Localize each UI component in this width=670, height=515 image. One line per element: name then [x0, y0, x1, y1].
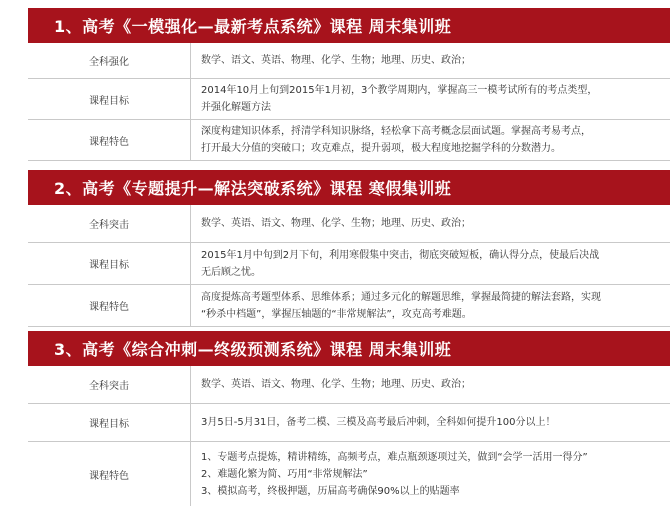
course-section-1 [28, 8, 670, 161]
content-line: 数学、英语、语文、物理、化学、生物；地理、历史、政治； [201, 379, 471, 390]
row-content [191, 285, 670, 326]
content-line: 1、专题考点提炼，精讲精练，高频考点，难点瓶颈逐项过关，做到“会学一活用一得分” [201, 451, 588, 463]
row-content [191, 404, 670, 441]
content-line: 高度提炼高考题型体系、思维体系；通过多元化的解题思维，掌握最简捷的解法套路，实现 [201, 291, 601, 303]
content-line: 2015年1月中旬到2月下旬，利用寒假集中突击，彻底突破短板，确认得分点，使最后决战 [201, 249, 600, 261]
row-content [191, 120, 670, 160]
row-label: 全科强化 [28, 43, 191, 78]
table-row [28, 404, 670, 442]
content-line: 2、难题化繁为简、巧用“非常规解法” [201, 468, 368, 480]
row-label: 全科突击 [28, 366, 191, 403]
row-content [191, 442, 670, 506]
content-line: 3、模拟高考，终极押题，历届高考确保90%以上的贴题率 [201, 485, 460, 497]
section-title: 1、高考《一模强化—最新考点系统》课程 周末集训班 [28, 8, 670, 43]
content-line: 并强化解题方法 [201, 102, 271, 113]
row-content [191, 79, 670, 119]
table-row [28, 366, 670, 404]
row-content [191, 43, 670, 78]
content-line: 2014年10月上旬到2015年1月初，3个教学周期内，掌握高三一模考试所有的考点类型， [201, 85, 598, 96]
content-line: 打开最大分值的突破口；攻克难点，提升弱项，极大程度地挖掘学科的分数潜力。 [201, 143, 561, 154]
content-line: 数学、语文、英语、物理、化学、生物；地理、历史、政治； [201, 55, 471, 66]
section-title: 3、高考《综合冲刺—终级预测系统》课程 周末集训班 [28, 331, 670, 366]
row-label: 全科突击 [28, 205, 191, 242]
row-content [191, 243, 670, 284]
row-label: 课程目标 [28, 243, 191, 284]
table-row [28, 285, 670, 327]
content-line: 3月5日-5月31日，备考二模、三模及高考最后冲刺，全科如何提升100分以上！ [201, 417, 556, 428]
table-row [28, 243, 670, 285]
row-label: 课程特色 [28, 120, 191, 160]
table-row [28, 43, 670, 79]
content-line: 无后顾之忧。 [201, 266, 261, 278]
section-title: 2、高考《专题提升—解法突破系统》课程 寒假集训班 [28, 170, 670, 205]
row-label: 课程目标 [28, 404, 191, 441]
content-line: 数学、英语、语文、物理、化学、生物；地理、历史、政治； [201, 218, 471, 229]
content-line: 深度构建知识体系，捋清学科知识脉络，轻松拿下高考概念层面试题。掌握高考易考点， [201, 126, 591, 137]
table-row [28, 120, 670, 161]
row-label: 课程目标 [28, 79, 191, 119]
row-content [191, 205, 670, 242]
row-label: 课程特色 [28, 442, 191, 506]
course-section-2 [28, 170, 670, 327]
table-row [28, 205, 670, 243]
table-row [28, 79, 670, 120]
content-line: “秒杀中档题”，掌握压轴题的“非常规解法”，攻克高考难题。 [201, 308, 472, 320]
row-label: 课程特色 [28, 285, 191, 326]
course-section-3 [28, 331, 670, 506]
row-content [191, 366, 670, 403]
table-row [28, 442, 670, 506]
